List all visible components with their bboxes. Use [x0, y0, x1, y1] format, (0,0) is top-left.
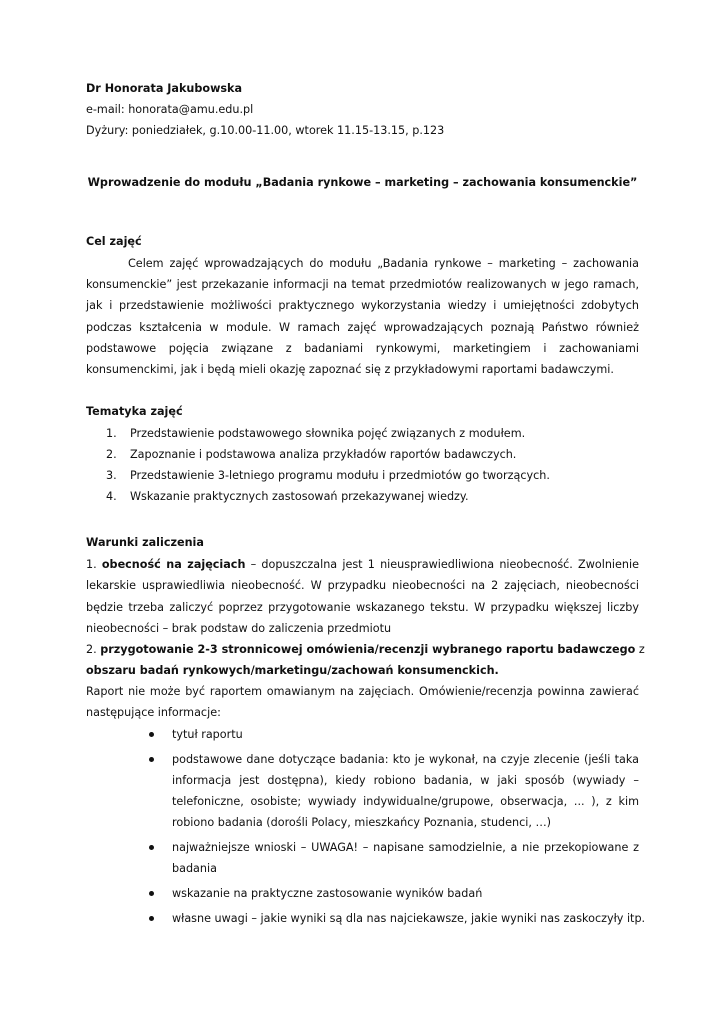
bullet-line: tytuł raportu [172, 727, 243, 741]
bullet-icon [149, 916, 154, 921]
report-requirements-line: następujące informacje: [86, 706, 221, 720]
goal-heading: Cel zajęć [86, 235, 142, 248]
list-item [86, 908, 646, 929]
document-page [86, 78, 646, 929]
bullet-line: najważniejsze wnioski – UWAGA! – napisane samodzielnie, a nie przekopiowane z [172, 840, 639, 854]
conditions-section [86, 532, 646, 929]
list-item [86, 883, 639, 904]
condition-line [86, 554, 639, 575]
condition-number: 1. [86, 558, 102, 572]
item-text: Przedstawienie podstawowego słownika pojęć związanych z modułem. [130, 427, 526, 441]
condition-line: obszaru badań rynkowych/marketingu/zachowań konsumenckich. [86, 664, 499, 678]
bullet-icon [149, 845, 154, 850]
condition-attendance [86, 554, 639, 639]
conditions-heading: Warunki zaliczenia [86, 536, 204, 550]
item-number: 3. [106, 469, 117, 483]
goal-line: podczas kształcenia w module. W ramach zajęć wprowadzających poznają Państwo również [86, 320, 639, 334]
condition-number: 2. [86, 642, 101, 656]
item-text: Przedstawienie 3-letniego programu modułu i przedmiotów go tworzących. [130, 469, 550, 483]
item-number: 4. [106, 490, 117, 504]
bullet-line: informacja jest dostępna), kiedy robiono badania, w jaki sposób (wywiady – [172, 773, 639, 787]
list-item [86, 465, 639, 486]
report-requirements-line: Raport nie może być raportem omawianym na zajęciach. Omówienie/recenzja powinna zawierać [86, 685, 639, 699]
bullet-line: własne uwagi – jakie wyniki są dla nas najciekawsze, jakie wyniki nas zaskoczyły itp. [172, 911, 646, 925]
goal-line: konsumenckie” jest przekazanie informacji na temat przedmiotów realizowanych w jego ramach, [86, 278, 639, 292]
bullet-icon [149, 891, 154, 896]
condition-line [86, 639, 645, 660]
bullet-line: wskazanie na praktyczne zastosowanie wyników badań [172, 886, 483, 900]
goal-line: konsumenckimi, jak i będą mieli okazję zapoznać się z przykładowymi raportami badawczymi. [86, 362, 614, 376]
bullet-line: badania [172, 861, 217, 875]
item-text: Zapoznanie i podstawowa analiza przykładów raportów badawczych. [130, 448, 517, 462]
condition-line: lekarskie usprawiedliwia nieobecność. W przypadku nieobecności na 2 zajęciach, nieobecności [86, 579, 639, 593]
condition-title: obecność na zajęciach [101, 558, 246, 572]
report-requirements-list [86, 724, 646, 929]
condition-line: będzie trzeba zaliczyć poprzez przygotowanie wskazanego tekstu. W przypadku większej liczby [86, 600, 639, 614]
author-email: e-mail: honorata@amu.edu.pl [86, 103, 254, 116]
office-hours: Dyżury: poniedziałek, g.10.00-11.00, wtorek 11.15-13.15, p.123 [86, 124, 445, 137]
goal-line: Celem zajęć wprowadzających do modułu „Badania rynkowe – marketing – zachowania [128, 257, 639, 270]
list-item [86, 423, 639, 444]
item-text: Wskazanie praktycznych zastosowań przekazywanej wiedzy. [130, 490, 469, 504]
item-number: 1. [106, 427, 117, 441]
goal-paragraph [86, 253, 639, 380]
list-item [86, 486, 639, 507]
bullet-line: podstawowe dane dotyczące badania: kto je wykonał, na czyje zlecenie (jeśli taka [172, 752, 639, 766]
bullet-line: telefoniczne, osobiste; wywiady indywidualne/grupowe, obserwacja, ... ), z kim [172, 794, 639, 808]
condition-text: z [635, 642, 645, 656]
goal-section [86, 231, 639, 380]
document-title: Wprowadzenie do modułu „Badania rynkowe – marketing – zachowania konsumenckie” [87, 176, 638, 189]
list-item [86, 837, 639, 879]
goal-line: podstawowe pojęcia związane z badaniami rynkowymi, marketingiem i zachowaniami [86, 341, 639, 355]
topics-list [86, 423, 639, 507]
author-header [86, 78, 639, 141]
condition-review [86, 639, 645, 724]
list-item [86, 749, 639, 833]
goal-line: jak i przedstawienie możliwości praktycznego wykorzystania wiedzy i umiejętności zdobytych [86, 299, 639, 313]
condition-line: nieobecności – brak podstaw do zaliczenia przedmiotu [86, 621, 392, 635]
bullet-icon [149, 732, 154, 737]
topics-heading: Tematyka zajęć [86, 405, 183, 419]
list-item [86, 724, 639, 745]
author-name: Dr Honorata Jakubowska [86, 82, 243, 95]
condition-text: – dopuszczalna jest 1 nieusprawiedliwiona nieobecność. Zwolnienie [245, 558, 639, 572]
bullet-line: robiono badania (dorośli Polacy, mieszkańcy Poznania, studenci, …) [172, 815, 552, 829]
condition-title: przygotowanie 2-3 stronnicowej omówienia/recenzji wybranego raportu badawczego [100, 642, 636, 656]
list-item [86, 444, 639, 465]
item-number: 2. [106, 448, 117, 462]
topics-section [86, 401, 639, 507]
bullet-icon [149, 757, 154, 762]
